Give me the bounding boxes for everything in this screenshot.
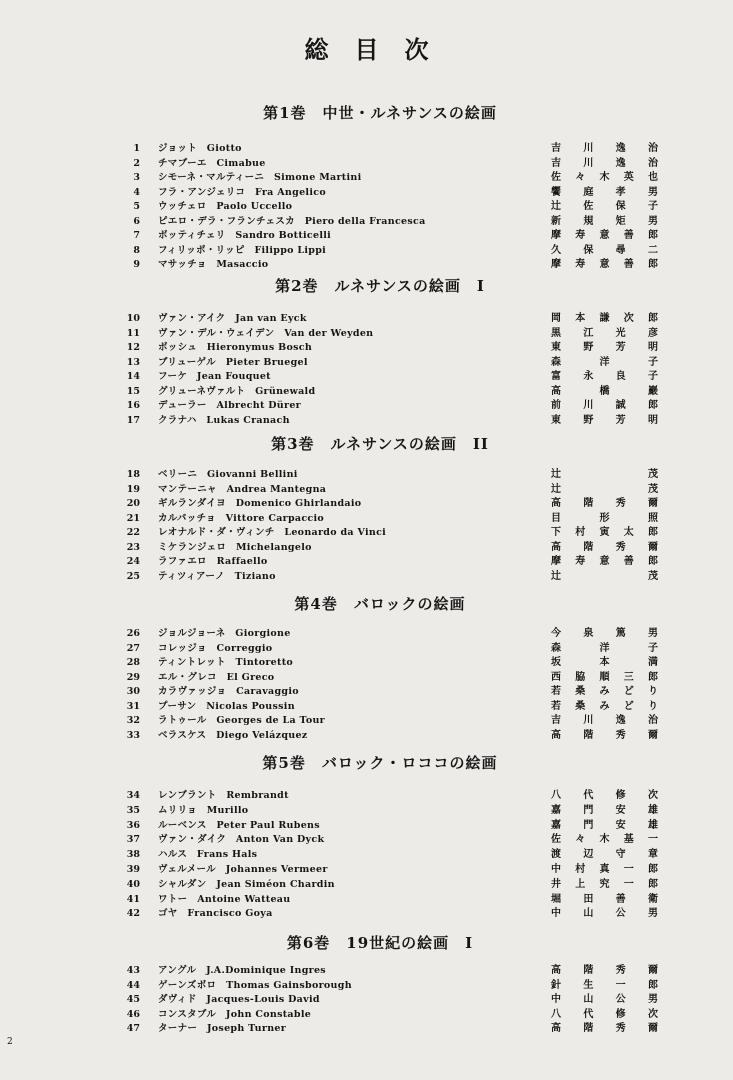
- entry-number: 30: [126, 686, 140, 697]
- entry-author: 渡 辺 守 章: [551, 849, 658, 861]
- entry-author: 下 村 寅 太 郎: [551, 527, 658, 538]
- entry-number: 31: [126, 700, 140, 712]
- entry-title: カラヴァッジョ Caravaggio: [158, 686, 299, 697]
- toc-entry: [118, 170, 678, 185]
- entry-author: 吉 川 逸 治: [551, 157, 658, 169]
- entry-title: ブリューゲル Pieter Bruegel: [158, 356, 308, 368]
- toc-entry: [118, 156, 678, 171]
- toc-entry: [118, 228, 678, 243]
- toc-entry: [118, 992, 678, 1007]
- entry-number: 33: [126, 729, 140, 741]
- entry-number: 47: [126, 1023, 140, 1034]
- entry-title: ルーベンス Peter Paul Rubens: [158, 819, 320, 831]
- entry-number: 29: [126, 671, 140, 683]
- entry-number: 26: [126, 628, 140, 639]
- entry-author: 西 脇 順 三 郎: [551, 671, 658, 683]
- entry-title: デューラー Albrecht Dürer: [158, 400, 301, 411]
- entry-author: 黒 江 光 彦: [551, 327, 658, 339]
- entry-author: 森 洋 子: [551, 642, 658, 654]
- entry-title: ゲーンズボロ Thomas Gainsborough: [158, 979, 352, 991]
- entry-number: 40: [126, 878, 140, 890]
- entry-title: ジョルジョーネ Giorgione: [158, 628, 291, 639]
- toc-entry: [118, 413, 678, 428]
- entry-number: 44: [126, 979, 140, 991]
- entry-number: 5: [133, 201, 140, 212]
- entry-number: 6: [133, 215, 140, 227]
- toc-entry: [118, 862, 678, 877]
- entry-title: ヴェルメール Johannes Vermeer: [158, 864, 328, 875]
- toc-entry: [118, 496, 678, 511]
- entry-number: 32: [126, 715, 140, 726]
- toc-entry: [118, 1021, 678, 1036]
- entry-title: ハルス Frans Hals: [158, 849, 258, 861]
- entry-author: 吉 川 逸 治: [551, 143, 658, 154]
- entry-number: 41: [126, 893, 140, 905]
- entry-author: 摩 寿 意 善 郎: [551, 556, 658, 567]
- entry-author: 富 永 良 子: [551, 371, 658, 382]
- toc-entry: [118, 467, 678, 482]
- entry-title: ヴァン・デル・ウェイデン Van der Weyden: [158, 327, 374, 339]
- entry-title: ベリーニ Giovanni Bellini: [158, 469, 298, 480]
- entry-title: ウッチェロ Paolo Uccello: [158, 201, 293, 212]
- entry-number: 14: [126, 371, 140, 382]
- toc-entry: [118, 214, 678, 229]
- entry-author: 嘉 門 安 雄: [551, 819, 658, 831]
- entry-author: 高 階 秀 爾: [551, 965, 658, 976]
- entry-author: 坂 本 満: [551, 657, 658, 668]
- entry-number: 2: [133, 157, 140, 169]
- toc-entry: [118, 340, 678, 355]
- entry-number: 15: [126, 385, 140, 397]
- entry-number: 22: [126, 527, 140, 538]
- entry-author: 針 生 一 郎: [551, 979, 658, 991]
- toc-entry: [118, 482, 678, 497]
- toc-entry: [118, 540, 678, 555]
- toc-entry: [118, 728, 678, 743]
- entry-author: 高 階 秀 爾: [551, 498, 658, 509]
- toc-entry: [118, 963, 678, 978]
- entry-author: 嘉 門 安 雄: [551, 804, 658, 816]
- toc-entry: [118, 511, 678, 526]
- entry-author: 辻 茂: [551, 570, 658, 582]
- entry-title: ラファエロ Raffaello: [158, 556, 268, 567]
- toc-entry: [118, 185, 678, 200]
- entry-number: 13: [126, 356, 140, 368]
- toc-entry: [118, 525, 678, 540]
- toc-entry: [118, 384, 678, 399]
- toc-entry: [118, 199, 678, 214]
- volume-heading: 第5巻 バロック・ロココの絵画: [262, 754, 498, 772]
- toc-entry: [118, 670, 678, 685]
- entry-title: ギルランダイヨ Domenico Ghirlandaio: [158, 498, 362, 509]
- volume-heading: 第3巻 ルネサンスの絵画 II: [271, 435, 489, 453]
- toc-entry: [118, 311, 678, 326]
- toc-entry: [118, 554, 678, 569]
- entry-author: 摩 寿 意 善 郎: [551, 259, 658, 270]
- toc-entry: [118, 892, 678, 907]
- entry-title: マンテーニャ Andrea Mantegna: [158, 483, 327, 495]
- toc-entry: [118, 1007, 678, 1022]
- entry-number: 11: [126, 327, 140, 339]
- entry-author: 饗 庭 孝 男: [551, 186, 658, 198]
- entry-author: 久 保 尋 二: [551, 244, 658, 256]
- toc-entry: [118, 713, 678, 728]
- entry-number: 25: [126, 570, 140, 582]
- entry-author: 高 橋 巖: [551, 385, 658, 397]
- entry-title: ティントレット Tintoretto: [158, 657, 294, 668]
- entry-title: ボッシュ Hieronymus Bosch: [158, 342, 313, 353]
- entry-number: 7: [133, 230, 140, 241]
- toc-entry: [118, 655, 678, 670]
- volume-heading: 第6巻 19世紀の絵画 I: [286, 934, 474, 952]
- entry-title: ピエロ・デラ・フランチェスカ Piero della Francesca: [158, 215, 426, 227]
- entry-author: 東 野 芳 明: [551, 414, 658, 426]
- entry-title: ムリリョ Murillo: [158, 804, 249, 816]
- toc-entry: [118, 355, 678, 370]
- toc-entry: [118, 847, 678, 862]
- entry-title: ヴァン・ダイク Anton Van Dyck: [158, 834, 325, 846]
- toc-entry: [118, 569, 678, 584]
- entry-title: レンブラント Rembrandt: [158, 790, 289, 801]
- toc-entry: [118, 803, 678, 818]
- toc-entry: [118, 818, 678, 833]
- entry-title: ミケランジェロ Michelangelo: [158, 541, 312, 553]
- entry-title: コンスタブル John Constable: [158, 1008, 312, 1020]
- entry-title: ゴヤ Francisco Goya: [158, 908, 273, 920]
- entry-number: 45: [126, 994, 140, 1005]
- entry-title: クラナハ Lukas Cranach: [158, 414, 290, 426]
- entry-author: 井 上 究 一 郎: [551, 878, 658, 890]
- entry-author: 高 階 秀 爾: [551, 541, 658, 553]
- toc-entry: [118, 626, 678, 641]
- volume-heading: 第4巻 バロックの絵画: [294, 595, 466, 613]
- entry-number: 38: [126, 849, 140, 861]
- toc-entry: [118, 641, 678, 656]
- entry-number: 16: [126, 400, 140, 411]
- entry-number: 10: [126, 313, 140, 324]
- page-number: 2: [7, 1037, 13, 1047]
- entry-title: ジョット Giotto: [158, 143, 242, 154]
- entry-title: グリューネヴァルト Grünewald: [158, 385, 316, 397]
- entry-title: アングル J.A.Dominique Ingres: [158, 965, 326, 976]
- page-title: 総目次: [304, 35, 455, 64]
- entry-number: 12: [126, 342, 140, 353]
- entry-author: 若 桑 み ど り: [551, 686, 658, 697]
- entry-number: 17: [126, 414, 140, 426]
- entry-number: 9: [133, 259, 140, 270]
- entry-number: 39: [126, 864, 140, 875]
- toc-entry: [118, 369, 678, 384]
- entry-author: 八 代 修 次: [551, 1008, 658, 1020]
- entry-author: 前 川 誠 郎: [551, 400, 658, 411]
- toc-entry: [118, 243, 678, 258]
- toc-entry: [118, 684, 678, 699]
- toc-entry: [118, 699, 678, 714]
- entry-number: 20: [126, 498, 140, 509]
- entry-title: プーサン Nicolas Poussin: [158, 700, 295, 712]
- entry-author: 堀 田 善 衛: [551, 893, 658, 905]
- entry-author: 今 泉 篤 男: [551, 628, 658, 639]
- entry-author: 辻 茂: [551, 483, 658, 495]
- volume-heading: 第2巻 ルネサンスの絵画 I: [275, 277, 485, 295]
- entry-title: カルパッチョ Vittore Carpaccio: [158, 512, 325, 524]
- entry-title: チマブーエ Cimabue: [158, 157, 266, 169]
- entry-number: 36: [126, 819, 140, 831]
- entry-title: ティツィアーノ Tiziano: [158, 570, 276, 582]
- toc-entry: [118, 398, 678, 413]
- volume-heading: 第1巻 中世・ルネサンスの絵画: [263, 104, 497, 122]
- entry-author: 中 山 公 男: [551, 908, 658, 920]
- entry-author: 目 形 照: [551, 512, 658, 524]
- entry-author: 吉 川 逸 治: [551, 715, 658, 726]
- entry-author: 岡 本 謙 次 郎: [551, 313, 658, 324]
- entry-number: 34: [126, 790, 140, 801]
- entry-number: 24: [126, 556, 140, 567]
- entry-title: エル・グレコ El Greco: [158, 671, 275, 683]
- entry-title: マサッチョ Masaccio: [158, 259, 269, 270]
- entry-number: 18: [126, 469, 140, 480]
- toc-entry: [118, 326, 678, 341]
- entry-title: ボッティチェリ Sandro Botticelli: [158, 230, 332, 241]
- entry-number: 3: [133, 172, 140, 183]
- entry-number: 37: [126, 834, 140, 846]
- toc-entry: [118, 906, 678, 921]
- entry-author: 辻 茂: [551, 469, 658, 480]
- entry-number: 43: [126, 965, 140, 976]
- entry-author: 高 階 秀 爾: [551, 729, 658, 741]
- entry-author: 中 村 真 一 郎: [551, 864, 658, 875]
- entry-author: 佐 々 木 基 一: [551, 834, 658, 846]
- entry-number: 19: [126, 483, 140, 495]
- entry-number: 8: [133, 244, 140, 256]
- entry-title: フラ・アンジェリコ Fra Angelico: [158, 186, 326, 198]
- entry-author: 高 階 秀 爾: [551, 1023, 658, 1034]
- entry-author: 中 山 公 男: [551, 994, 658, 1005]
- entry-number: 23: [126, 541, 140, 553]
- entry-author: 摩 寿 意 善 郎: [551, 230, 658, 241]
- toc-entry: [118, 832, 678, 847]
- entry-number: 1: [133, 143, 140, 154]
- entry-title: ラトゥール Georges de La Tour: [158, 715, 325, 726]
- entry-title: ターナー Joseph Turner: [158, 1023, 287, 1034]
- entry-number: 4: [133, 186, 140, 198]
- entry-title: ダヴィド Jacques-Louis David: [158, 994, 320, 1005]
- entry-title: レオナルド・ダ・ヴィンチ Leonardo da Vinci: [158, 527, 387, 538]
- toc-entry: [118, 978, 678, 993]
- entry-author: 若 桑 み ど り: [551, 700, 658, 712]
- toc-entry: [118, 788, 678, 803]
- entry-title: ワトー Antoine Watteau: [158, 893, 291, 905]
- entry-title: コレッジョ Correggio: [158, 642, 273, 654]
- entry-title: フィリッポ・リッピ Filippo Lippi: [158, 244, 327, 256]
- toc-entry: [118, 257, 678, 272]
- toc-entry: [118, 141, 678, 156]
- entry-author: 森 洋 子: [551, 356, 658, 368]
- entry-number: 21: [126, 512, 140, 524]
- entry-title: シモーネ・マルティーニ Simone Martini: [158, 172, 362, 183]
- entry-number: 27: [126, 642, 140, 654]
- entry-author: 辻 佐 保 子: [551, 201, 658, 212]
- entry-number: 46: [126, 1008, 140, 1020]
- entry-title: ベラスケス Diego Velázquez: [158, 729, 308, 741]
- entry-author: 東 野 芳 明: [551, 342, 658, 353]
- entry-title: シャルダン Jean Siméon Chardin: [158, 878, 335, 890]
- entry-number: 42: [126, 908, 140, 920]
- entry-number: 28: [126, 657, 140, 668]
- entry-title: ヴァン・アイク Jan van Eyck: [158, 313, 307, 324]
- entry-author: 新 規 矩 男: [551, 215, 658, 227]
- entry-author: 八 代 修 次: [551, 790, 658, 801]
- toc-entry: [118, 877, 678, 892]
- entry-title: フーケ Jean Fouquet: [158, 371, 271, 382]
- entry-author: 佐 々 木 英 也: [551, 172, 658, 183]
- entry-number: 35: [126, 804, 140, 816]
